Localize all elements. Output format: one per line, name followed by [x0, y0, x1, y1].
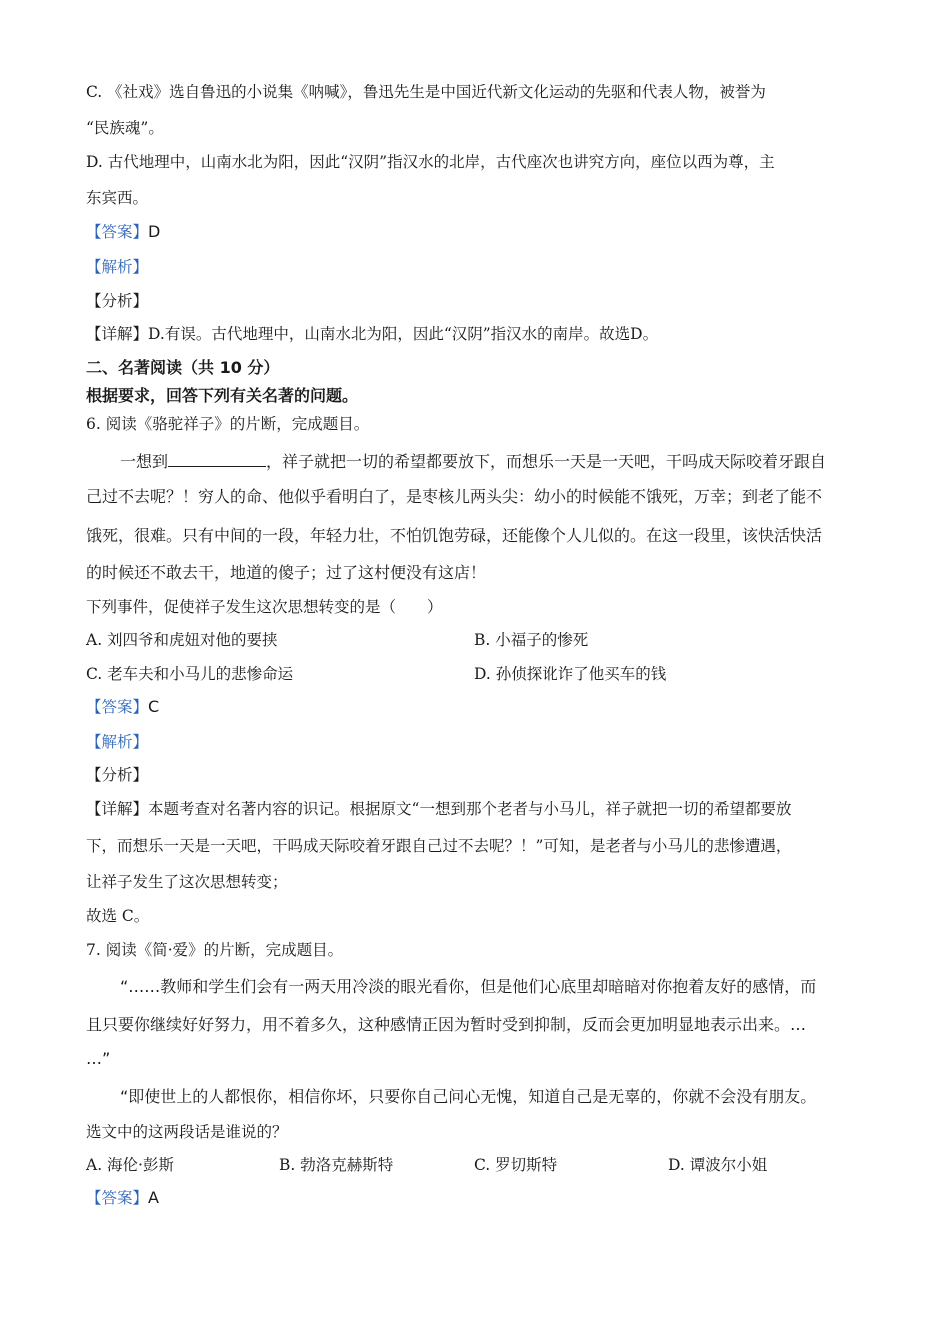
- q7-passage-line2: 且只要你继续好好努力，用不着多久，这种感情正因为暂时受到抑制，反而会更加明显地表示出来。…: [86, 1015, 807, 1034]
- q6-detail-line4: 故选 C。: [86, 907, 150, 925]
- detail-label: 【详解】: [86, 800, 149, 818]
- q6-fenxi-label: 【分析】: [86, 766, 149, 784]
- detail-label: 【详解】: [86, 325, 149, 343]
- answer-label: 【答案】: [86, 1189, 149, 1207]
- q5-option-d-line2: 东宾西。: [86, 189, 149, 207]
- q6-passage-line3: 饿死，很难。只有中间的一段，年轻力壮，不怕饥饱劳碌，还能像个人儿似的。在这一段里，该快活快活: [86, 526, 823, 545]
- q6-passage-line1: [120, 452, 826, 472]
- section-instruction: 根据要求，回答下列有关名著的问题。: [86, 386, 359, 405]
- q5-detail: [86, 324, 658, 344]
- fill-blank: [168, 452, 266, 467]
- q6-options-row1: [86, 630, 866, 650]
- q7-passage-line4: “即使世上的人都恨你，相信你坏，只要你自己问心无愧，知道自己是无辜的，你就不会没有朋友。: [120, 1087, 817, 1106]
- answer-value: C: [148, 697, 160, 716]
- q6-detail-line2: 下，而想乐一天是一天吧，干吗成天际咬着牙跟自己过不去呢？！”可知，是老者与小马儿的悲惨遭遇，: [86, 837, 792, 855]
- answer-label: 【答案】: [86, 698, 149, 716]
- detail-text: D.有误。古代地理中，山南水北为阳，因此“汉阴”指汉水的南岸。故选D。: [148, 325, 659, 343]
- q7-option-d: D. 谭波尔小姐: [668, 1156, 768, 1174]
- q6-question: 下列事件，促使祥子发生这次思想转变的是（ ）: [86, 598, 443, 616]
- detail-text: 本题考查对名著内容的识记。根据原文“一想到那个老者与小马儿，祥子就把一切的希望都要放: [148, 800, 792, 818]
- q7-answer: [86, 1188, 159, 1208]
- q7-question: 选文中的这两段话是谁说的？: [86, 1123, 288, 1141]
- passage-text: 一想到: [120, 452, 169, 471]
- q6-detail-line3: 让祥子发生了这次思想转变；: [86, 873, 288, 891]
- q6-passage-line4: 的时候还不敢去干，地道的傻子；过了这村便没有这店！: [86, 563, 487, 582]
- q5-option-d-line1: D. 古代地理中，山南水北为阳，因此“汉阴”指汉水的北岸，古代座次也讲究方向，座位以西为尊，主: [86, 153, 775, 171]
- q6-option-a: A. 刘四爷和虎妞对他的要挟: [86, 631, 278, 649]
- q7-passage-line3: …”: [86, 1049, 111, 1068]
- q6-stem: 6. 阅读《骆驼祥子》的片断，完成题目。: [86, 415, 370, 433]
- q7-passage-line1: “……教师和学生们会有一两天用冷淡的眼光看你，但是他们心底里却暗暗对你抱着友好的感情，而: [120, 977, 817, 996]
- q6-answer: [86, 697, 159, 717]
- answer-value: A: [148, 1188, 159, 1207]
- q5-option-c-line2: “民族魂”。: [86, 119, 164, 137]
- q7-options-row: [86, 1155, 866, 1175]
- q6-options-row2: [86, 664, 866, 684]
- q6-option-d: D. 孙侦探讹诈了他买车的钱: [474, 665, 667, 683]
- answer-value: D: [148, 222, 161, 241]
- q7-stem: 7. 阅读《简·爱》的片断，完成题目。: [86, 941, 344, 959]
- q6-passage-line2: 己过不去呢？！穷人的命、他似乎看明白了，是枣核儿两头尖：幼小的时候能不饿死，万幸；到老了能不: [86, 487, 823, 506]
- q7-option-a: A. 海伦·彭斯: [86, 1156, 174, 1174]
- answer-label: 【答案】: [86, 223, 149, 241]
- q5-option-c-line1: C. 《社戏》选自鲁迅的小说集《呐喊》，鲁迅先生是中国近代新文化运动的先驱和代表人物，被誉为: [86, 83, 766, 101]
- section-title: 二、名著阅读（共 10 分）: [86, 358, 280, 377]
- q5-fenxi-label: 【分析】: [86, 292, 149, 310]
- q5-jiexi-label: 【解析】: [86, 258, 149, 276]
- q6-option-b: B. 小福子的惨死: [474, 631, 589, 649]
- q6-detail-line1: [86, 799, 791, 819]
- q6-option-c: C. 老车夫和小马儿的悲惨命运: [86, 665, 294, 683]
- q7-option-c: C. 罗切斯特: [474, 1156, 558, 1174]
- q7-option-b: B. 勃洛克赫斯特: [279, 1156, 394, 1174]
- q6-jiexi-label: 【解析】: [86, 733, 149, 751]
- q5-answer: [86, 222, 160, 242]
- passage-text: ，祥子就把一切的希望都要放下，而想乐一天是一天吧，干吗成天际咬着牙跟自: [266, 452, 827, 471]
